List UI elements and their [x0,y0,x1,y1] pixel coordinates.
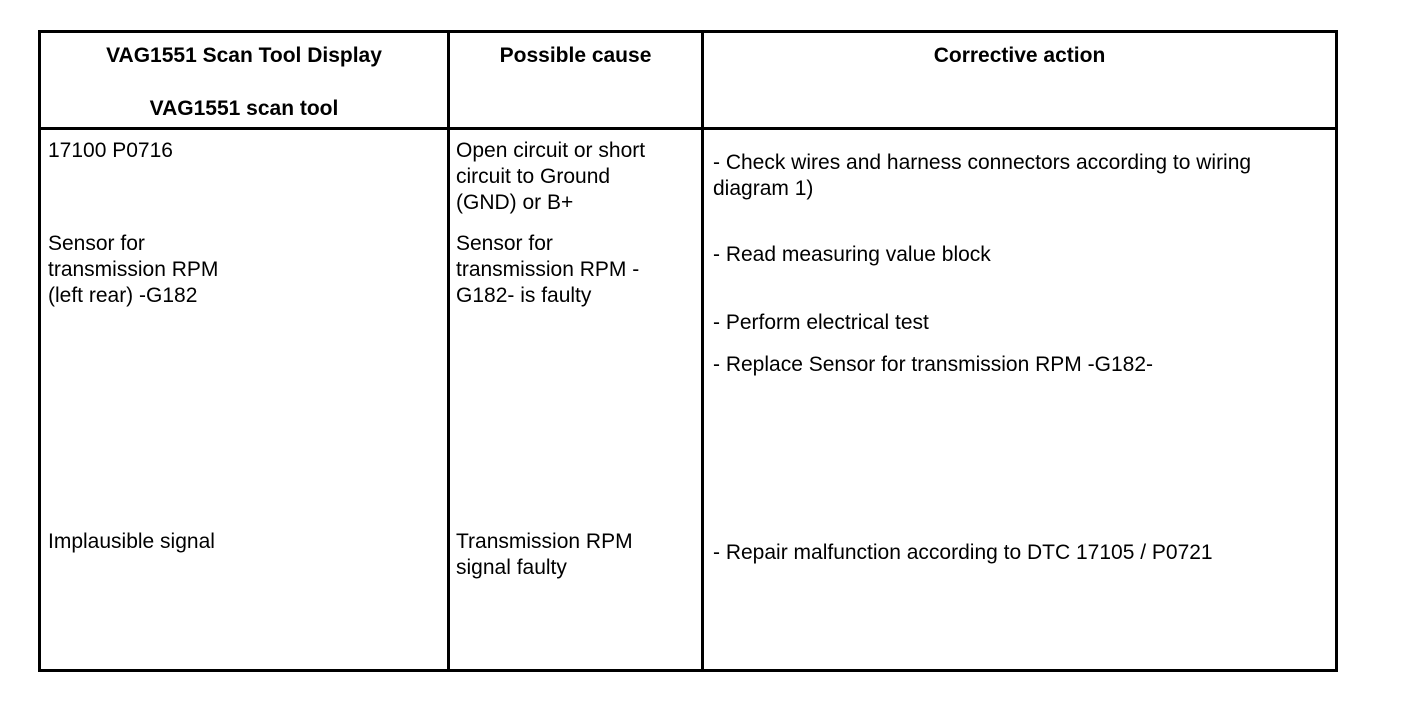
diagnostic-table [38,30,1338,672]
cause-line: G182- is faulty [456,284,592,307]
cause-line: Open circuit or short [456,139,646,162]
display-implausible-signal: Implausible signal [48,530,215,553]
action-check-wires-cont: diagram 1) [713,177,814,200]
cause-line: Transmission RPM [456,530,633,553]
display-sensor-line: (left rear) -G182 [48,284,198,307]
action-check-wires: - Check wires and harness connectors according to wiring [713,151,1252,174]
cause-line: transmission RPM - [456,258,640,281]
dtc-code: 17100 P0716 [48,139,173,162]
header-divider [41,127,1335,130]
action-repair-malfunction: - Repair malfunction according to DTC 17105 / P0721 [713,541,1213,564]
display-sensor-line: Sensor for [48,232,145,255]
header-scan-tool: VAG1551 scan tool [149,97,339,120]
cause-line: signal faulty [456,556,567,579]
action-read-measuring-block: - Read measuring value block [713,243,991,266]
header-possible-cause: Possible cause [499,44,652,67]
cause-line: circuit to Ground [456,165,611,188]
cause-line: Sensor for [456,232,553,255]
display-sensor-line: transmission RPM [48,258,219,281]
action-replace-sensor: - Replace Sensor for transmission RPM -G182- [713,353,1153,376]
action-electrical-test: - Perform electrical test [713,311,929,334]
header-corrective-action: Corrective action [933,44,1106,67]
header-scan-tool-display: VAG1551 Scan Tool Display [106,44,382,67]
cause-line: (GND) or B+ [456,191,574,214]
